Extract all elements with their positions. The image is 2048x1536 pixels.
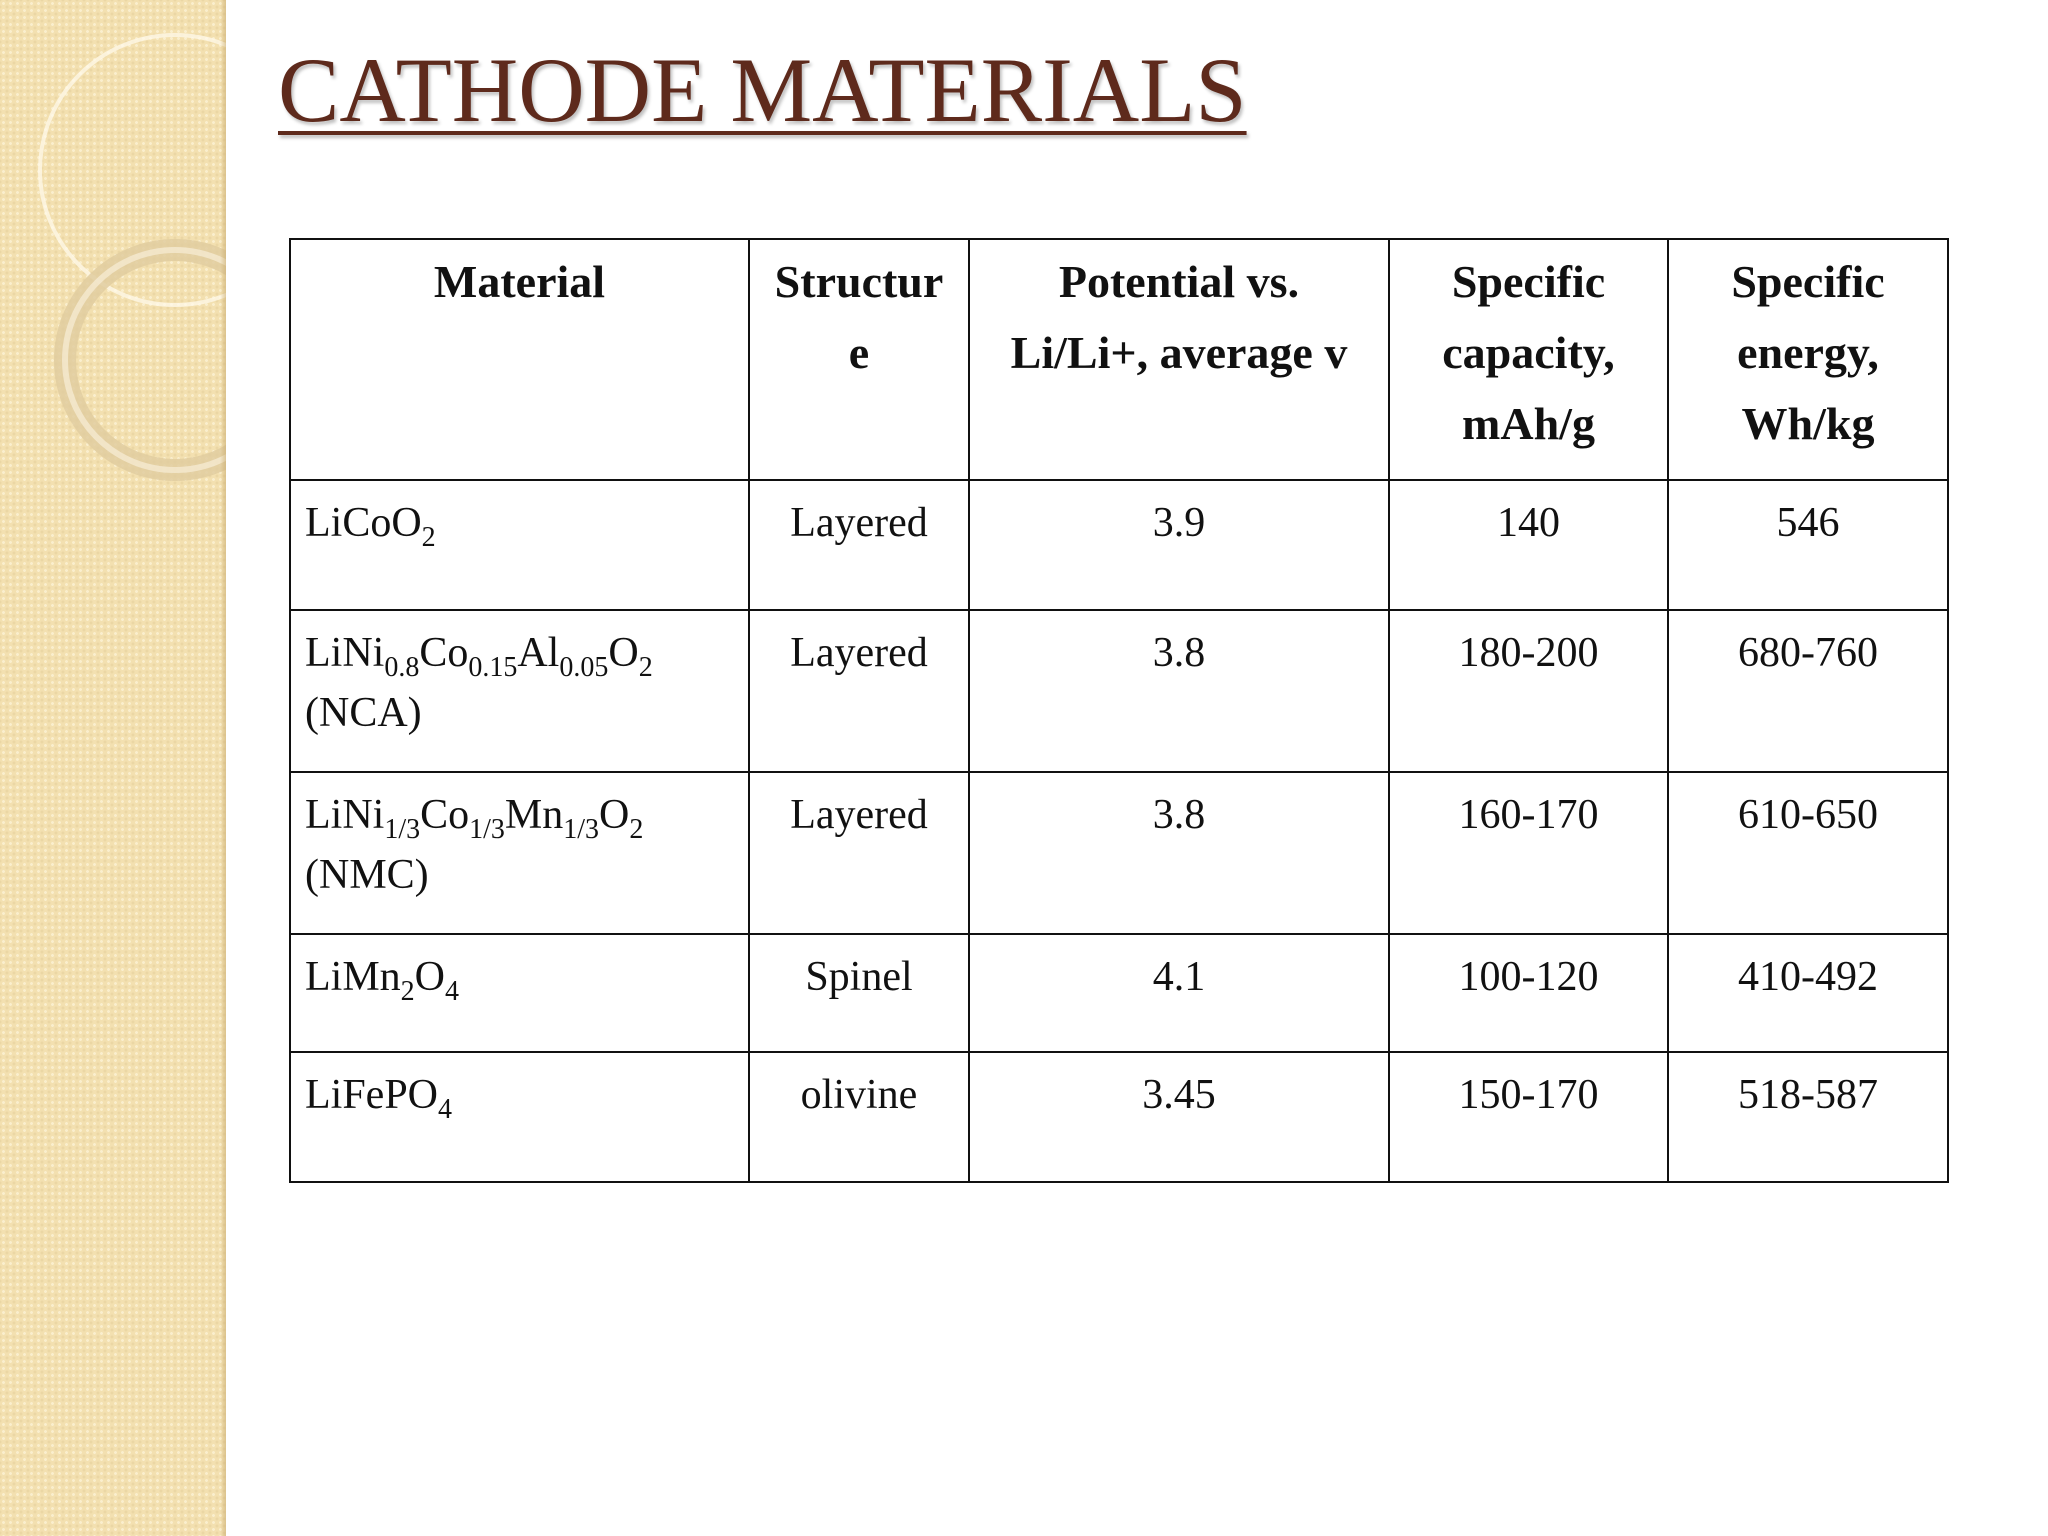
material-formula: $LiMn_2O_4$ — [305, 954, 460, 1007]
cathode-materials-table — [289, 238, 1949, 1183]
material-formula: LiFePO$_4$ — [305, 1072, 453, 1125]
potential-cell: 3.8 — [969, 772, 1389, 934]
material-formula: $LiNi_{1/3}Co_{1/3}Mn_{1/3}O_2$ — [305, 792, 644, 845]
slide-title: CATHODE MATERIALS — [278, 39, 1247, 141]
formula-subscript: 0.8 — [384, 652, 420, 683]
capacity-cell: 150-170 — [1389, 1052, 1668, 1182]
material-formula: LiCoO$_2$ — [305, 500, 436, 553]
material-note: (NCA) — [305, 690, 422, 736]
formula-subscript: 0.05 — [559, 652, 609, 683]
table-row — [290, 1052, 1948, 1182]
formula-subscript: 1/3 — [469, 814, 505, 845]
potential-cell: 3.8 — [969, 610, 1389, 772]
structure-cell: Spinel — [749, 934, 969, 1052]
energy-cell: 410-492 — [1668, 934, 1948, 1052]
material-cell — [290, 480, 749, 610]
capacity-cell: 180-200 — [1389, 610, 1668, 772]
energy-cell: 610-650 — [1668, 772, 1948, 934]
material-formula: $LiNi_{0.8}Co_{0.15}Al_{0.05}O_2$ — [305, 630, 653, 683]
formula-subscript: 2 — [400, 976, 415, 1007]
material-cell — [290, 610, 749, 772]
formula-subscript: 4 — [445, 976, 460, 1007]
potential-cell: 3.45 — [969, 1052, 1389, 1182]
table-header-row — [290, 239, 1948, 480]
material-cell — [290, 1052, 749, 1182]
formula-subscript: 1/3 — [563, 814, 600, 845]
header-material: Material — [290, 239, 749, 480]
header-specific-energy: Specific energy, Wh/kg — [1668, 239, 1948, 480]
formula-subscript: 2 — [638, 652, 653, 683]
energy-cell: 518-587 — [1668, 1052, 1948, 1182]
header-structure: Structur e — [749, 239, 969, 480]
material-cell — [290, 934, 749, 1052]
header-specific-capacity: Specific capacity, mAh/g — [1389, 239, 1668, 480]
energy-cell: 546 — [1668, 480, 1948, 610]
formula-subscript: 1/3 — [384, 814, 421, 845]
table-row — [290, 934, 1948, 1052]
decorative-rings — [0, 0, 226, 1536]
structure-cell: Layered — [749, 610, 969, 772]
material-note: (NMC) — [305, 852, 429, 898]
capacity-cell: 140 — [1389, 480, 1668, 610]
header-potential: Potential vs. Li/Li+, average v — [969, 239, 1389, 480]
potential-cell: 4.1 — [969, 934, 1389, 1052]
potential-cell: 3.9 — [969, 480, 1389, 610]
material-cell — [290, 772, 749, 934]
table-row — [290, 480, 1948, 610]
formula-subscript: 2 — [421, 522, 436, 553]
capacity-cell: 160-170 — [1389, 772, 1668, 934]
formula-subscript: 0.15 — [468, 652, 518, 683]
capacity-cell: 100-120 — [1389, 934, 1668, 1052]
structure-cell: olivine — [749, 1052, 969, 1182]
table-row — [290, 610, 1948, 772]
formula-subscript: 4 — [438, 1094, 453, 1125]
decorative-sidebar — [0, 0, 226, 1536]
table-row — [290, 772, 1948, 934]
formula-subscript: 2 — [629, 814, 644, 845]
structure-cell: Layered — [749, 480, 969, 610]
structure-cell: Layered — [749, 772, 969, 934]
energy-cell: 680-760 — [1668, 610, 1948, 772]
